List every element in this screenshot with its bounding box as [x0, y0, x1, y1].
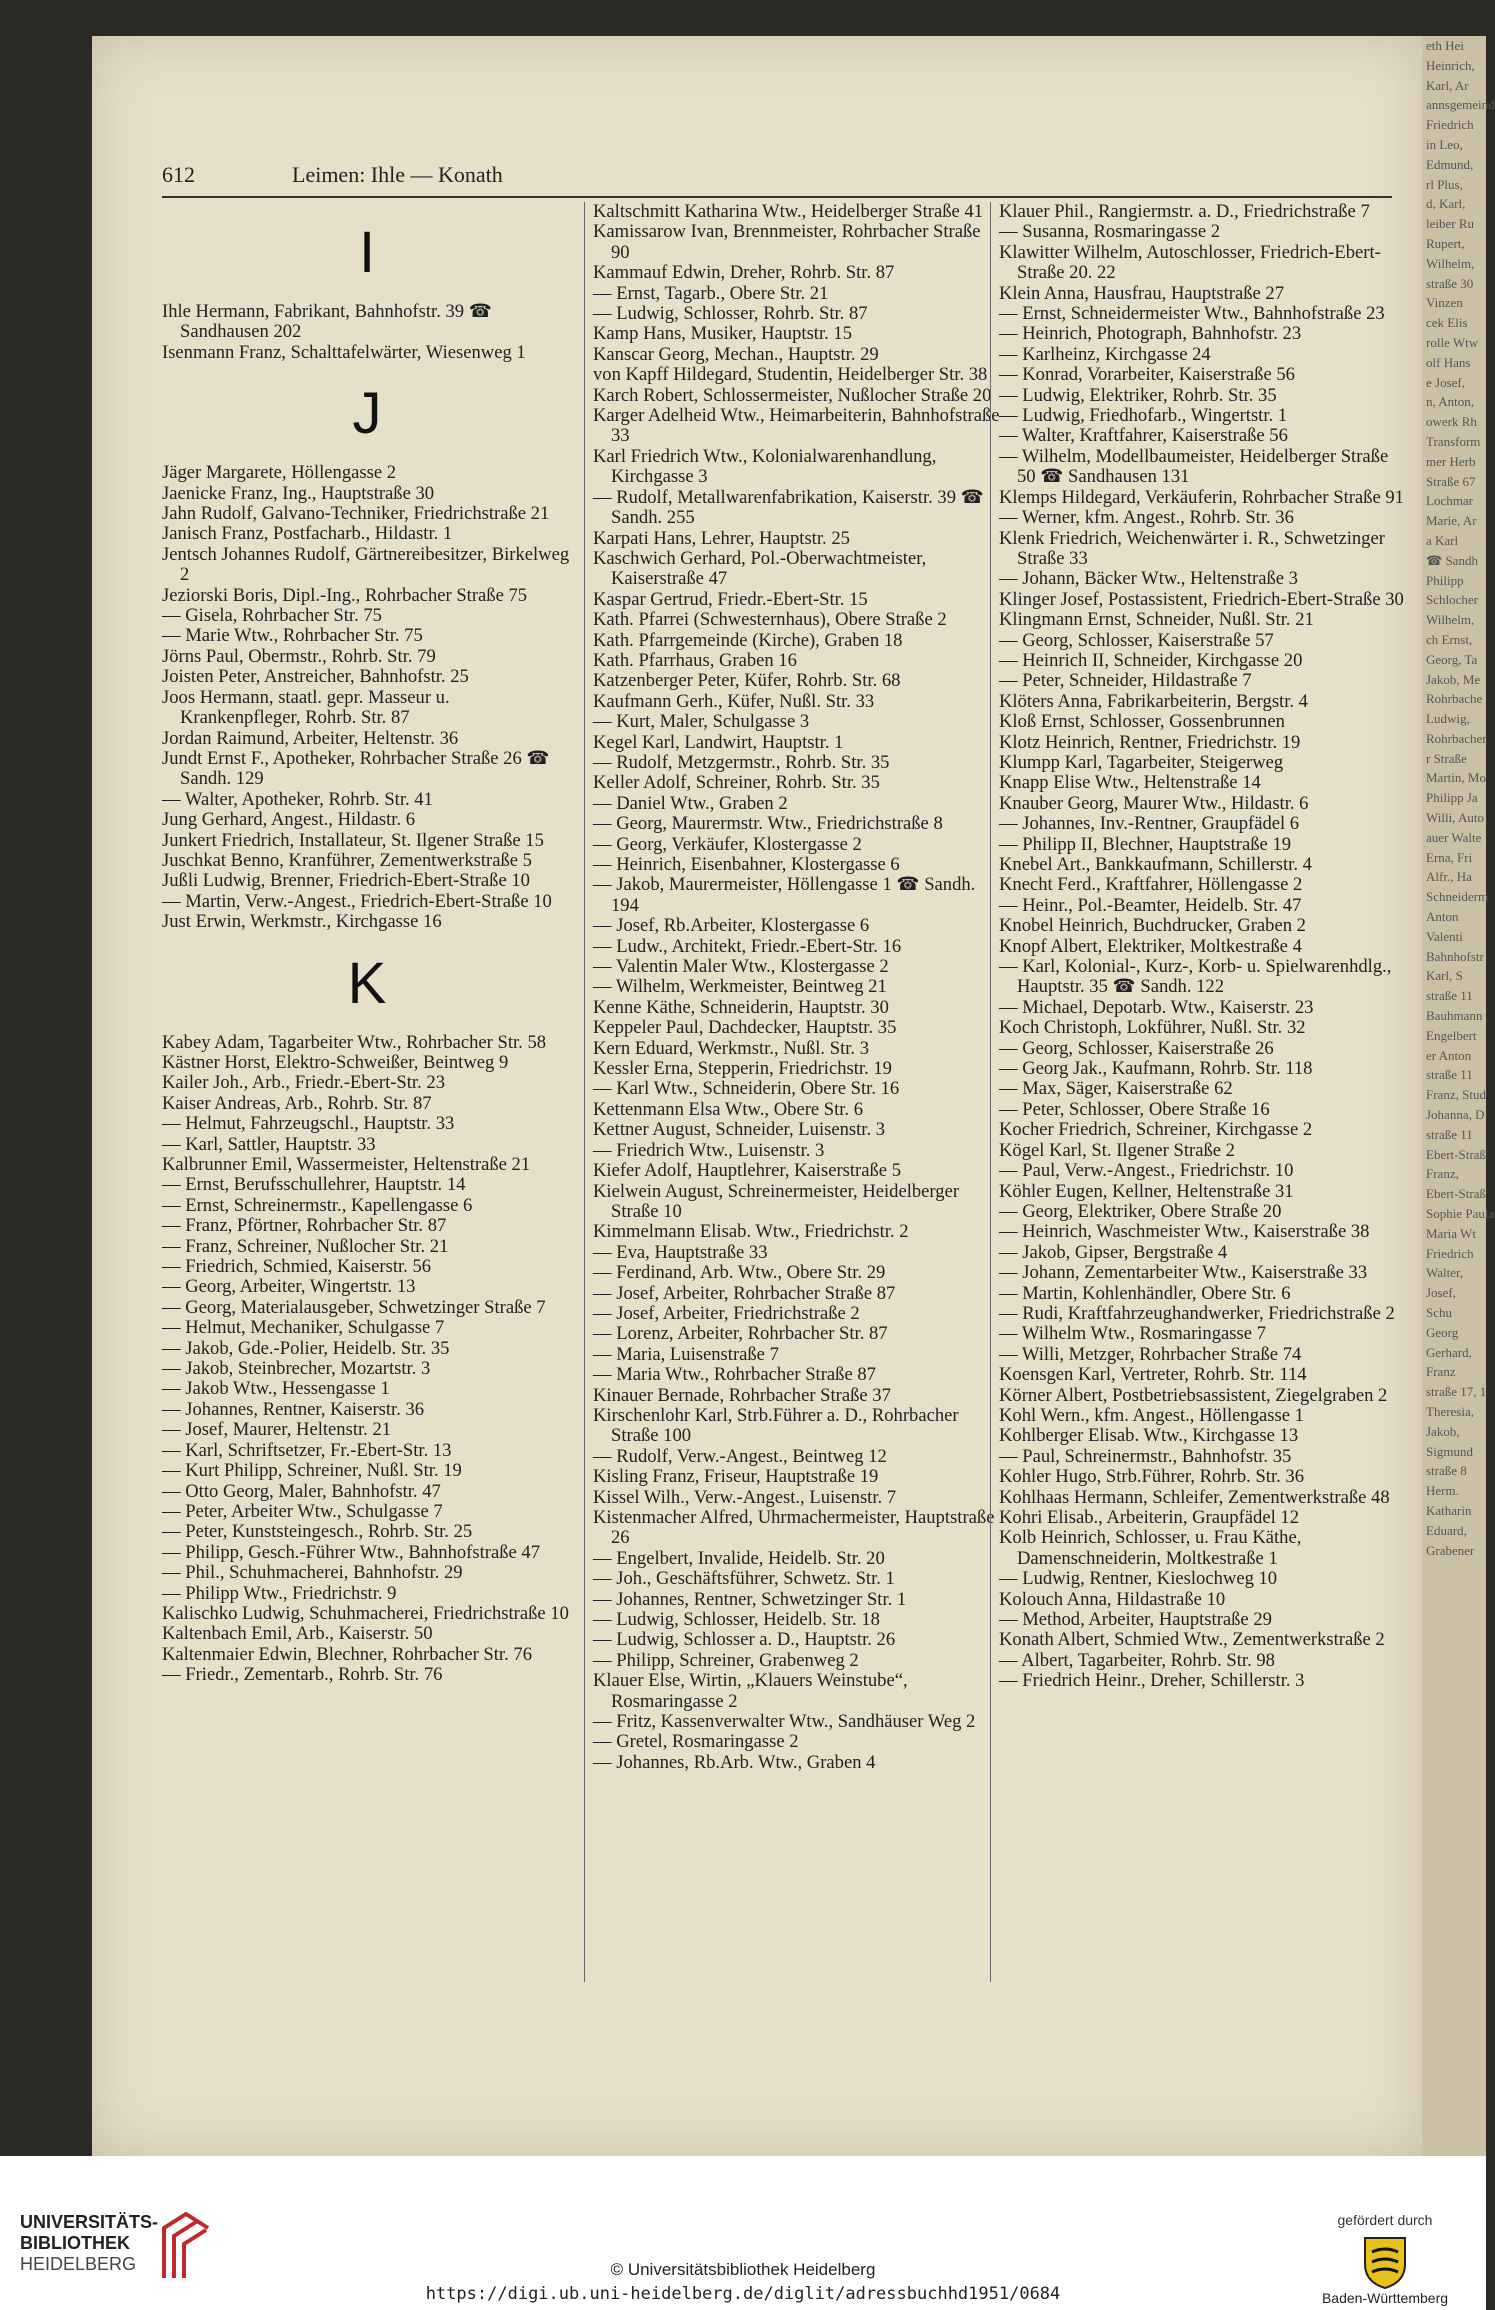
directory-entry: — Helmut, Mechaniker, Schulgasse 7: [162, 1317, 445, 1339]
directory-entry: — Joh., Geschäftsführer, Schwetz. Str. 1: [593, 1568, 895, 1590]
adjacent-page-fragment: straße 30: [1426, 275, 1474, 291]
adjacent-page-fragment: Sophie Paula: [1426, 1206, 1495, 1222]
directory-entry: — Wilhelm Wtw., Rosmaringasse 7: [999, 1323, 1266, 1345]
directory-entry: — Kurt, Maler, Schulgasse 3: [593, 711, 810, 733]
adjacent-page-fragment: Walter,: [1426, 1265, 1464, 1281]
directory-entry: — Wilhelm, Werkmeister, Beintweg 21: [593, 976, 887, 998]
adjacent-page-fragment: Jakob, Me: [1426, 671, 1481, 687]
directory-entry: — Rudolf, Metzgermstr., Rohrb. Str. 35: [593, 751, 890, 773]
adjacent-page-fragment: Herm.: [1426, 1483, 1459, 1499]
directory-entry: — Franz, Pförtner, Rohrbacher Str. 87: [162, 1215, 447, 1237]
directory-entry: — Philipp Wtw., Friedrichstr. 9: [162, 1582, 397, 1604]
column-2: [584, 202, 1003, 1982]
page-header: [162, 162, 1392, 198]
adjacent-page-fragment: Rupert,: [1426, 235, 1465, 251]
adjacent-page-fragment: Katharin: [1426, 1502, 1472, 1518]
directory-entry: Kaschwich Gerhard, Pol.-Oberwachtmeister, Kaiserstraße 47: [593, 547, 927, 590]
directory-entry: — Johannes, Inv.-Rentner, Graupfädel 6: [999, 813, 1300, 835]
adjacent-page-fragment: Karl, S: [1426, 968, 1463, 984]
directory-entry: Knobel Heinrich, Buchdrucker, Graben 2: [999, 915, 1306, 937]
adjacent-page-fragment: Vinzen: [1426, 295, 1463, 311]
page-number: 612: [162, 162, 195, 187]
directory-entry: Kissel Wilh., Verw.-Angest., Luisenstr. 7: [593, 1486, 897, 1508]
adjacent-page-fragment: Valenti: [1426, 928, 1463, 944]
logo-line-2: BIBLIOTHEK: [20, 2233, 130, 2253]
directory-entry: — Heinr., Pol.-Beamter, Heidelb. Str. 47: [999, 894, 1302, 916]
directory-entry: Kohri Elisab., Arbeiterin, Graupfädel 12: [999, 1507, 1299, 1528]
directory-entry: Kath. Pfarrei (Schwesternhaus), Obere Straße 2: [593, 609, 947, 631]
directory-entry: Kohlhaas Hermann, Schleifer, Zementwerkstraße 48: [999, 1486, 1390, 1508]
directory-entry: Kistenmacher Alfred, Uhrmachermeister, Hauptstraße 26: [593, 1507, 995, 1549]
directory-entry: Joos Hermann, staatl. gepr. Masseur u. Krankenpfleger, Rohrb. Str. 87: [162, 686, 450, 729]
directory-entry: — Heinrich, Eisenbahner, Klostergasse 6: [593, 854, 900, 875]
directory-entry: Knauber Georg, Maurer Wtw., Hildastr. 6: [999, 792, 1309, 814]
directory-entry: — Johannes, Rentner, Schwetzinger Str. 1: [593, 1588, 907, 1610]
directory-entry: Kamissarow Ivan, Brennmeister, Rohrbacher Straße 90: [593, 221, 981, 263]
adjacent-page-fragment: olf Hans: [1426, 354, 1471, 370]
adjacent-page-fragment: Philipp Ja: [1426, 790, 1478, 806]
adjacent-page-fragment: Edmund,: [1426, 156, 1474, 172]
directory-entry: — Peter, Schneider, Hildastraße 7: [999, 670, 1252, 692]
logo-line-1: UNIVERSITÄTS-: [20, 2212, 159, 2232]
adjacent-page-fragment: Ebert-Straß: [1426, 1186, 1486, 1202]
adjacent-page-fragment: eth Hei: [1426, 38, 1464, 53]
directory-entry: — Wilhelm, Modellbaumeister, Heidelberger Straße 50 ☎ Sandhausen 131: [999, 445, 1389, 488]
directory-entry: Kaltschmitt Katharina Wtw., Heidelberger Straße 41: [593, 201, 984, 222]
adjacent-page-fragment: Anton: [1426, 909, 1459, 925]
directory-entry: — Kurt Philipp, Schreiner, Nußl. Str. 19: [162, 1460, 462, 1482]
sponsor: [1300, 2212, 1470, 2306]
directory-entry: — Karl Wtw., Schneiderin, Obere Str. 16: [593, 1078, 900, 1100]
adjacent-page-fragment: Georg, Ta: [1426, 651, 1478, 667]
adjacent-page-fragment: Theresia,: [1426, 1403, 1475, 1419]
adjacent-page-fragment: Wilhelm,: [1426, 255, 1475, 271]
directory-entry: Kielwein August, Schreinermeister, Heidelberger Straße 10: [593, 1180, 960, 1222]
directory-entry: — Helmut, Fahrzeugschl., Hauptstr. 33: [162, 1113, 455, 1135]
directory-entry: Ihle Hermann, Fabrikant, Bahnhofstr. 39 ☎ Sandhausen 202: [162, 301, 492, 343]
adjacent-page-fragment: e Josef,: [1426, 374, 1465, 390]
directory-entry: Konath Albert, Schmied Wtw., Zementwerkstraße 2: [999, 1629, 1385, 1651]
adjacent-page-fragment: Wilhelm,: [1426, 612, 1475, 628]
directory-entry: — Johann, Zementarbeiter Wtw., Kaiserstraße 33: [999, 1262, 1368, 1284]
directory-entry: Kiefer Adolf, Hauptlehrer, Kaiserstraße 5: [593, 1160, 901, 1182]
directory-entry: — Rudolf, Verw.-Angest., Beintweg 12: [593, 1445, 887, 1467]
directory-entry: Keppeler Paul, Dachdecker, Hauptstr. 35: [593, 1017, 897, 1039]
directory-entry: — Gretel, Rosmaringasse 2: [593, 1731, 799, 1753]
directory-entry: — Georg, Schlosser, Kaiserstraße 57: [999, 629, 1274, 651]
copyright-text: © Universitätsbibliothek Heidelberg: [610, 2260, 876, 2279]
directory-entry: — Paul, Verw.-Angest., Friedrichstr. 10: [999, 1160, 1294, 1182]
directory-entry: — Karl, Kolonial-, Kurz-, Korb- u. Spielwarenhdlg., Hauptstr. 35 ☎ Sandh. 122: [999, 956, 1392, 998]
adjacent-page-fragment: in Leo,: [1426, 136, 1463, 152]
directory-entry: — Maria, Luisenstraße 7: [593, 1343, 779, 1365]
adjacent-page-fragment: Maria Wt: [1426, 1225, 1476, 1241]
adjacent-page-fragment: Schlocher: [1426, 592, 1478, 608]
directory-entry: Kalbrunner Emil, Wassermeister, Heltenstraße 21: [162, 1154, 531, 1175]
directory-entry: Kaufmann Gerh., Küfer, Nußl. Str. 33: [593, 690, 875, 712]
directory-entry: — Georg, Schlosser, Kaiserstraße 26: [999, 1037, 1274, 1059]
adjacent-page-fragment: Bauhmann: [1426, 1008, 1483, 1024]
directory-entry: Kohl Wern., kfm. Angest., Höllengasse 1: [999, 1404, 1304, 1426]
adjacent-page-fragment: Lochmar: [1426, 493, 1473, 509]
directory-entry: — Ludwig, Elektriker, Rohrb. Str. 35: [999, 384, 1277, 406]
directory-entry: Jeziorski Boris, Dipl.-Ing., Rohrbacher Straße 75: [162, 584, 528, 606]
section-letter: I: [358, 220, 376, 285]
directory-entry: — Albert, Tagarbeiter, Rohrb. Str. 98: [999, 1649, 1275, 1671]
directory-entry: — Georg, Materialausgeber, Schwetzinger Straße 7: [162, 1296, 546, 1318]
directory-entry: — Johannes, Rb.Arb. Wtw., Graben 4: [593, 1751, 876, 1773]
adjacent-page-fragment: Straße 67: [1426, 473, 1476, 489]
directory-entry: Klöters Anna, Fabrikarbeiterin, Bergstr. 4: [999, 690, 1308, 712]
directory-entry: Keller Adolf, Schreiner, Rohrb. Str. 35: [593, 772, 880, 794]
directory-entry: — Michael, Depotarb. Wtw., Kaiserstr. 23: [999, 996, 1314, 1018]
directory-entry: Kaspar Gertrud, Friedr.-Ebert-Str. 15: [593, 588, 868, 610]
directory-entry: Kalischko Ludwig, Schuhmacherei, Friedrichstraße 10: [162, 1602, 569, 1624]
directory-entry: — Johannes, Rentner, Kaiserstr. 36: [162, 1398, 425, 1420]
adjacent-page-fragment: Franz,: [1426, 1166, 1459, 1182]
directory-entry: Kabey Adam, Tagarbeiter Wtw., Rohrbacher Str. 58: [162, 1031, 547, 1053]
directory-entry: Juschkat Benno, Kranführer, Zementwerkstraße 5: [162, 849, 532, 871]
directory-entry: — Lorenz, Arbeiter, Rohrbacher Str. 87: [593, 1323, 888, 1345]
directory-entry: — Heinrich II, Schneider, Kirchgasse 20: [999, 649, 1303, 671]
adjacent-page-fragment: Franz: [1426, 1364, 1456, 1380]
coat-of-arms-icon: [1360, 2234, 1410, 2290]
directory-entry: Kern Eduard, Werkmstr., Nußl. Str. 3: [593, 1037, 869, 1059]
directory-entry: — Georg Jak., Kaufmann, Rohrb. Str. 118: [999, 1058, 1313, 1080]
adjacent-page-fragment: er Anton: [1426, 1047, 1472, 1063]
adjacent-page-fragment: Franz, Stud: [1426, 1087, 1486, 1103]
directory-entry: Karpati Hans, Lehrer, Hauptstr. 25: [593, 527, 850, 549]
directory-entry: Karger Adelheid Wtw., Heimarbeiterin, Bahnhofstraße 33: [593, 405, 1000, 447]
directory-entry: — Ludwig, Schlosser, Heidelb. Str. 18: [593, 1609, 880, 1631]
directory-entry: — Josef, Arbeiter, Rohrbacher Straße 87: [593, 1282, 896, 1304]
directory-entry: — Engelbert, Invalide, Heidelb. Str. 20: [593, 1547, 885, 1569]
directory-entry: Klingmann Ernst, Schneider, Nußl. Str. 21: [999, 609, 1314, 631]
section-letter: J: [352, 381, 382, 447]
directory-entry: — Karlheinz, Kirchgasse 24: [999, 343, 1211, 365]
directory-entry: — Georg, Arbeiter, Wingertstr. 13: [162, 1276, 416, 1298]
adjacent-page-fragment: Transform: [1426, 433, 1481, 449]
adjacent-page-fragment: Karl, Ar: [1426, 77, 1469, 93]
directory-entry: Kath. Pfarrhaus, Graben 16: [593, 649, 797, 671]
directory-entry: Jäger Margarete, Höllengasse 2: [162, 462, 397, 484]
adjacent-page-fragment: Heinrich,: [1426, 57, 1475, 73]
page-title: Leimen: Ihle — Konath: [292, 162, 503, 187]
directory-entry: — Karl, Sattler, Hauptstr. 33: [162, 1133, 376, 1155]
adjacent-page-fragment: straße 11: [1426, 988, 1473, 1004]
directory-entry: Kolouch Anna, Hildastraße 10: [999, 1588, 1226, 1610]
directory-entry: Kästner Horst, Elektro-Schweißer, Beintweg 9: [162, 1051, 509, 1073]
directory-entry: von Kapff Hildegard, Studentin, Heidelberger Str. 38: [593, 364, 988, 386]
directory-entry: Knecht Ferd., Kraftfahrer, Höllengasse 2: [999, 874, 1303, 896]
directory-entry: Klemps Hildegard, Verkäuferin, Rohrbacher Straße 91: [999, 486, 1404, 508]
directory-entry: Kirschenlohr Karl, Strb.Führer a. D., Rohrbacher Straße 100: [593, 1404, 959, 1447]
adjacent-page-fragment: straße 8: [1426, 1463, 1467, 1479]
directory-entry: Joisten Peter, Anstreicher, Bahnhofstr. 25: [162, 666, 469, 688]
directory-entry: — Ferdinand, Arb. Wtw., Obere Str. 29: [593, 1262, 886, 1284]
directory-entry: — Franz, Schreiner, Nußlocher Str. 21: [162, 1235, 449, 1257]
directory-entry: — Otto Georg, Maler, Bahnhofstr. 47: [162, 1480, 441, 1502]
directory-entry: Kolb Heinrich, Schlosser, u. Frau Käthe, Damenschneiderin, Moltkestraße 1: [999, 1527, 1302, 1569]
directory-entry: — Philipp II, Blechner, Hauptstraße 19: [999, 833, 1292, 855]
directory-entry: — Josef, Maurer, Heltenstr. 21: [162, 1419, 392, 1441]
directory-entry: Klenk Friedrich, Weichenwärter i. R., Schwetzinger Straße 33: [999, 527, 1385, 569]
directory-entry: — Susanna, Rosmaringasse 2: [999, 221, 1221, 243]
directory-entry: Jaenicke Franz, Ing., Hauptstraße 30: [162, 482, 435, 504]
directory-entry: Körner Albert, Postbetriebsassistent, Ziegelgraben 2: [999, 1384, 1388, 1406]
directory-entry: — Eva, Hauptstraße 33: [593, 1241, 768, 1263]
directory-entry: Kloß Ernst, Schlosser, Gossenbrunnen: [999, 711, 1285, 733]
directory-entry: — Ernst, Schreinermstr., Kapellengasse 6: [162, 1194, 473, 1216]
directory-entry: Isenmann Franz, Schalttafelwärter, Wiesenweg 1: [162, 341, 526, 363]
directory-entry: — Georg, Maurermstr. Wtw., Friedrichstraße 8: [593, 813, 943, 835]
directory-entry: Just Erwin, Werkmstr., Kirchgasse 16: [162, 911, 442, 933]
directory-entry: — Josef, Arbeiter, Friedrichstraße 2: [593, 1302, 860, 1324]
directory-entry: — Philipp, Schreiner, Grabenweg 2: [593, 1649, 859, 1671]
adjacent-page-fragment: Ludwig,: [1426, 711, 1470, 727]
directory-entry: — Daniel Wtw., Graben 2: [593, 792, 788, 814]
directory-entry: Kohler Hugo, Strb.Führer, Rohrb. Str. 36: [999, 1466, 1305, 1488]
directory-entry: — Ludwig, Schlosser, Rohrb. Str. 87: [593, 303, 868, 325]
directory-entry: Klauer Else, Wirtin, „Klauers Weinstube“, Rosmaringasse 2: [593, 1670, 908, 1712]
directory-entry: — Ludwig, Schlosser a. D., Hauptstr. 26: [593, 1629, 896, 1651]
adjacent-page-fragment: Ebert-Straß: [1426, 1146, 1486, 1162]
directory-entry: Jundt Ernst F., Apotheker, Rohrbacher Straße 26 ☎ Sandh. 129: [162, 747, 550, 790]
adjacent-page-fragment: Jakob,: [1426, 1423, 1460, 1439]
directory-entry: Kaiser Andreas, Arb., Rohrb. Str. 87: [162, 1092, 432, 1114]
directory-entry: — Werner, kfm. Angest., Rohrb. Str. 36: [999, 507, 1294, 529]
adjacent-page-fragment: Schu: [1426, 1305, 1452, 1320]
directory-entry: Klumpp Karl, Tagarbeiter, Steigerweg: [999, 751, 1284, 773]
adjacent-page-fragment: Friedrich: [1426, 1245, 1474, 1261]
adjacent-page-fragment: auer Walte: [1426, 829, 1482, 845]
directory-entry: Köhler Eugen, Kellner, Heltenstraße 31: [999, 1180, 1294, 1202]
directory-entry: — Georg, Verkäufer, Klostergasse 2: [593, 833, 862, 855]
adjacent-page-fragment: ch Ernst,: [1426, 631, 1473, 647]
directory-entry: — Marie Wtw., Rohrbacher Str. 75: [162, 625, 423, 647]
sponsor-name: Baden-Württemberg: [1321, 2290, 1449, 2306]
section-letter: K: [347, 950, 387, 1016]
directory-entry: Kettner August, Schneider, Luisenstr. 3: [593, 1119, 886, 1141]
directory-entry: — Paul, Schreinermstr., Bahnhofstr. 35: [999, 1445, 1292, 1467]
adjacent-page-fragment: Philipp: [1426, 572, 1464, 588]
adjacent-page-fragment: Marie, Ar: [1426, 513, 1477, 529]
directory-entry: — Karl, Schriftsetzer, Fr.-Ebert-Str. 13: [162, 1439, 452, 1461]
adjacent-page-fragment: a Karl: [1426, 532, 1459, 548]
directory-entry: Kanscar Georg, Mechan., Hauptstr. 29: [593, 343, 879, 365]
directory-entry: Kamp Hans, Musiker, Hauptstr. 15: [593, 323, 853, 345]
directory-entry: Kögel Karl, St. Ilgener Straße 2: [999, 1139, 1235, 1161]
adjacent-page-fragment: d, Karl,: [1426, 196, 1466, 212]
directory-entry: Klotz Heinrich, Rentner, Friedrichstr. 19: [999, 731, 1301, 753]
adjacent-page-fragment: Sigmund: [1426, 1443, 1473, 1459]
adjacent-page-fragment: Johanna, D: [1426, 1107, 1485, 1123]
adjacent-page-edge: [1422, 36, 1495, 2156]
adjacent-page-fragment: Gerhard,: [1426, 1344, 1472, 1360]
directory-entry: — Valentin Maler Wtw., Klostergasse 2: [593, 956, 889, 978]
directory-entry: — Walter, Apotheker, Rohrb. Str. 41: [162, 788, 433, 810]
directory-entry: Knopf Albert, Elektriker, Moltkestraße 4: [999, 935, 1302, 957]
directory-entry: — Ernst, Berufsschullehrer, Hauptstr. 14: [162, 1174, 466, 1196]
adjacent-page-fragment: n, Anton,: [1426, 394, 1475, 410]
logo-line-3: HEIDELBERG: [20, 2254, 137, 2274]
directory-entry: — Jakob, Gde.-Polier, Heidelb. Str. 35: [162, 1337, 450, 1359]
directory-entry: — Jakob, Maurermeister, Höllengasse 1 ☎ Sandh. 194: [593, 874, 976, 916]
directory-entry: — Jakob, Gipser, Bergstraße 4: [999, 1241, 1228, 1263]
directory-entry: — Heinrich, Photograph, Bahnhofstr. 23: [999, 323, 1302, 345]
directory-entry: Kaltenbach Emil, Arb., Kaiserstr. 50: [162, 1623, 433, 1645]
directory-entry: — Friedrich Wtw., Luisenstr. 3: [593, 1139, 825, 1161]
directory-entry: Kettenmann Elsa Wtw., Obere Str. 6: [593, 1098, 864, 1120]
directory-entry: — Peter, Schlosser, Obere Straße 16: [999, 1098, 1270, 1120]
adjacent-page-fragment: straße 17, 1: [1426, 1384, 1487, 1400]
directory-entry: — Max, Säger, Kaiserstraße 62: [999, 1078, 1233, 1100]
adjacent-page-fragment: ☎ Sandh: [1426, 552, 1478, 568]
book-page: [92, 36, 1422, 2156]
directory-entry: — Fritz, Kassenverwalter Wtw., Sandhäuser Weg 2: [593, 1711, 976, 1733]
directory-entry: — Konrad, Vorarbeiter, Kaiserstraße 56: [999, 364, 1295, 386]
adjacent-page-fragment: Georg: [1426, 1324, 1459, 1340]
directory-entry: Knapp Elise Wtw., Heltenstraße 14: [999, 772, 1261, 794]
adjacent-page-fragment: owerk Rh: [1426, 414, 1477, 430]
directory-entry: — Walter, Kraftfahrer, Kaiserstraße 56: [999, 425, 1288, 447]
adjacent-page-fragment: Martin, Mo: [1426, 770, 1486, 786]
adjacent-page-fragment: annsgemeind: [1426, 97, 1495, 113]
directory-entry: Kammauf Edwin, Dreher, Rohrb. Str. 87: [593, 262, 895, 284]
directory-entry: Junkert Friedrich, Installateur, St. Ilgener Straße 15: [162, 829, 544, 851]
source-url[interactable]: https://digi.ub.uni-heidelberg.de/diglit/adressbuchhd1951/0684: [425, 2284, 1061, 2304]
directory-entry: — Martin, Kohlenhändler, Obere Str. 6: [999, 1282, 1291, 1304]
directory-entry: — Georg, Elektriker, Obere Straße 20: [999, 1200, 1282, 1222]
directory-entry: Kegel Karl, Landwirt, Hauptstr. 1: [593, 731, 844, 753]
directory-entry: Kimmelmann Elisab. Wtw., Friedrichstr. 2: [593, 1221, 909, 1243]
adjacent-page-fragment: rolle Wtw: [1426, 334, 1479, 350]
directory-entry: Kinauer Bernade, Rohrbacher Straße 37: [593, 1384, 891, 1406]
directory-entry: — Peter, Kunststeingesch., Rohrb. Str. 25: [162, 1521, 473, 1543]
directory-entry: — Rudi, Kraftfahrzeughandwerker, Friedrichstraße 2: [999, 1302, 1395, 1324]
adjacent-page-fragment: Eduard,: [1426, 1522, 1467, 1538]
directory-entry: Katzenberger Peter, Küfer, Rohrb. Str. 68: [593, 670, 901, 692]
directory-entry: Kessler Erna, Stepperin, Friedrichstr. 19: [593, 1058, 892, 1080]
directory-entry: — Gisela, Rohrbacher Str. 75: [162, 605, 382, 627]
directory-entry: Kaltenmaier Edwin, Blechner, Rohrbacher Str. 76: [162, 1643, 532, 1665]
directory-entry: — Peter, Arbeiter Wtw., Schulgasse 7: [162, 1500, 443, 1522]
directory-entry: — Ludwig, Friedhofarb., Wingertstr. 1: [999, 405, 1288, 427]
directory-entry: — Method, Arbeiter, Hauptstraße 29: [999, 1609, 1272, 1631]
directory-entry: — Johann, Bäcker Wtw., Heltenstraße 3: [999, 568, 1298, 590]
directory-entry: — Friedrich, Schmied, Kaiserstr. 56: [162, 1256, 432, 1278]
directory-entry: — Jakob, Steinbrecher, Mozartstr. 3: [162, 1358, 431, 1380]
adjacent-page-fragment: r Straße: [1426, 750, 1467, 766]
directory-entry: Klinger Josef, Postassistent, Friedrich-Ebert-Straße 30: [999, 588, 1404, 610]
directory-entry: Kath. Pfarrgemeinde (Kirche), Graben 18: [593, 629, 903, 651]
sponsor-label: gefördert durch: [1337, 2212, 1433, 2228]
adjacent-page-fragment: Josef,: [1426, 1285, 1456, 1301]
directory-entry: — Ludw., Architekt, Friedr.-Ebert-Str. 16: [593, 935, 902, 957]
directory-entry: Kisling Franz, Friseur, Hauptstraße 19: [593, 1466, 879, 1488]
directory-entry: — Willi, Metzger, Rohrbacher Straße 74: [999, 1343, 1302, 1365]
directory-entry: Jentsch Johannes Rudolf, Gärtnereibesitzer, Birkelweg 2: [162, 543, 570, 586]
adjacent-page-fragment: rl Plus,: [1426, 176, 1463, 192]
adjacent-page-fragment: Engelbert: [1426, 1027, 1477, 1043]
directory-entry: — Friedrich Heinr., Dreher, Schillerstr. 3: [999, 1670, 1305, 1692]
adjacent-page-fragment: Grabener: [1426, 1542, 1475, 1558]
directory-entry: — Rudolf, Metallwarenfabrikation, Kaiserstr. 39 ☎ Sandh. 255: [593, 486, 984, 529]
directory-entry: Karch Robert, Schlossermeister, Nußlocher Straße 20: [593, 384, 992, 406]
directory-entry: — Ernst, Tagarb., Obere Str. 21: [593, 282, 829, 304]
directory-entry: — Jakob Wtw., Hessengasse 1: [162, 1378, 390, 1400]
directory-entry: Klawitter Wilhelm, Autoschlosser, Friedrich-Ebert-Straße 20. 22: [999, 241, 1381, 284]
directory-entry: Kailer Joh., Arb., Friedr.-Ebert-Str. 23: [162, 1072, 445, 1094]
directory-entry: — Ludwig, Rentner, Kieslochweg 10: [999, 1568, 1278, 1590]
adjacent-page-fragment: Erna, Fri: [1426, 849, 1473, 865]
column-3: [990, 202, 1409, 1982]
directory-entry: — Friedr., Zementarb., Rohrb. Str. 76: [162, 1664, 443, 1686]
adjacent-page-fragment: straße 11: [1426, 1067, 1473, 1083]
directory-entry: — Maria Wtw., Rohrbacher Straße 87: [593, 1364, 876, 1386]
adjacent-page-fragment: Alfr., Ha: [1426, 869, 1472, 885]
directory-entry: — Josef, Rb.Arbeiter, Klostergasse 6: [593, 915, 870, 937]
adjacent-page-fragment: cek Elis: [1426, 315, 1468, 331]
adjacent-page-fragment: Rohrbache: [1426, 691, 1483, 707]
directory-entry: Kenne Käthe, Schneiderin, Hauptstr. 30: [593, 996, 889, 1018]
adjacent-page-fragment: Rohrbacher: [1426, 730, 1487, 746]
directory-entry: Koensgen Karl, Vertreter, Rohrb. Str. 114: [999, 1364, 1307, 1386]
directory-entry: Kocher Friedrich, Schreiner, Kirchgasse 2: [999, 1119, 1313, 1141]
directory-entry: — Heinrich, Waschmeister Wtw., Kaiserstraße 38: [999, 1221, 1370, 1243]
directory-entry: Janisch Franz, Postfacharb., Hildastr. 1: [162, 523, 453, 545]
directory-entry: Klein Anna, Hausfrau, Hauptstraße 27: [999, 282, 1285, 304]
directory-entry: Knebel Art., Bankkaufmann, Schillerstr. 4: [999, 854, 1312, 875]
adjacent-page-fragment: leiber Ru: [1426, 216, 1475, 232]
directory-entry: — Martin, Verw.-Angest., Friedrich-Ebert-Straße 10: [162, 890, 552, 912]
directory-entry: Jußli Ludwig, Brenner, Friedrich-Ebert-Straße 10: [162, 870, 530, 892]
adjacent-page-fragment: Friedrich: [1426, 117, 1474, 133]
directory-entry: Kohlberger Elisab. Wtw., Kirchgasse 13: [999, 1425, 1299, 1447]
directory-entry: — Ernst, Schneidermeister Wtw., Bahnhofstraße 23: [999, 303, 1385, 325]
directory-entry: Jörns Paul, Obermstr., Rohrb. Str. 79: [162, 645, 436, 667]
column-1: [162, 202, 572, 1982]
directory-entry: — Philipp, Gesch.-Führer Wtw., Bahnhofstraße 47: [162, 1541, 541, 1563]
directory-entry: Jung Gerhard, Angest., Hildastr. 6: [162, 809, 416, 831]
directory-entry: — Phil., Schuhmacherei, Bahnhofstr. 29: [162, 1562, 463, 1584]
adjacent-page-fragment: mer Herb: [1426, 453, 1476, 469]
directory-entry: Jordan Raimund, Arbeiter, Heltenstr. 36: [162, 727, 459, 749]
directory-entry: Karl Friedrich Wtw., Kolonialwarenhandlung, Kirchgasse 3: [593, 445, 937, 488]
adjacent-page-fragment: Bahnhofstr: [1426, 948, 1484, 964]
footer: [0, 2156, 1486, 2310]
directory-entry: Koch Christoph, Lokführer, Nußl. Str. 32: [999, 1017, 1306, 1039]
adjacent-page-fragment: Willi, Auto: [1426, 810, 1484, 826]
directory-entry: Jahn Rudolf, Galvano-Techniker, Friedrichstraße 21: [162, 503, 550, 525]
directory-entry: Klauer Phil., Rangiermstr. a. D., Friedrichstraße 7: [999, 201, 1370, 222]
adjacent-page-fragment: straße 11: [1426, 1126, 1473, 1142]
adjacent-page-fragment: Schneiderm: [1426, 889, 1489, 905]
